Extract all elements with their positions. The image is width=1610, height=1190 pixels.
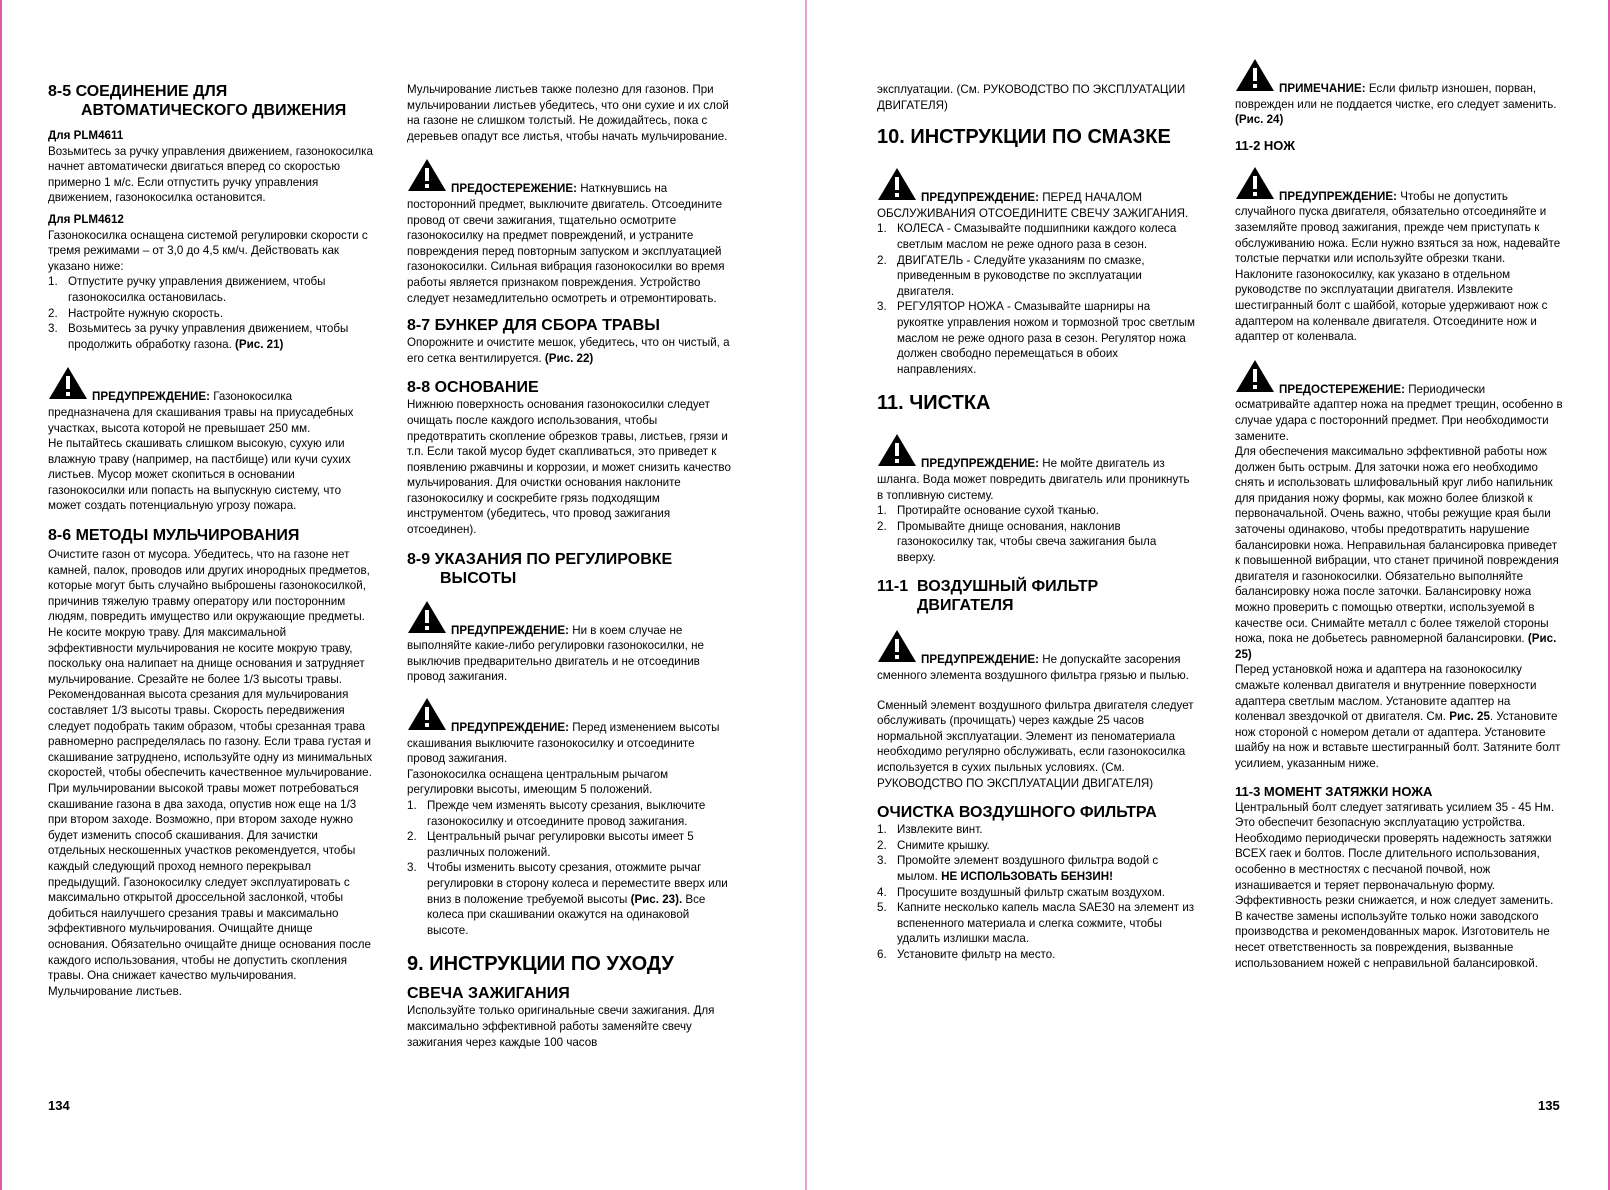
list-item: 2. ДВИГАТЕЛЬ - Следуйте указаниям по смазке, приведенным в руководстве по эксплуатации двигателя.: [877, 253, 1145, 298]
list-item: 2. Центральный рычаг регулировки высоты имеет 5 различных положений.: [407, 830, 694, 859]
warning-triangle-icon: [407, 600, 447, 639]
heading-11-1: 11-1 ВОЗДУШНЫЙ ФИЛЬТР ДВИГАТЕЛЯ: [877, 578, 1099, 615]
paragraph-tilt: Наклоните газонокосилку, как указано в отдельном руководстве по эксплуатации двигателя. Извлеките шестигранный болт с шайбой, которые удерживают нож с адаптером на коленвале двигателя. Отсоедините нож и адаптер от коленвала.: [1235, 267, 1548, 344]
warning-block: ПРЕДУПРЕЖДЕНИЕ: Не допускайте засорения сменного элемента воздушного фильтра грязью и пылью.: [877, 629, 1197, 683]
heading-8-5: 8-5 СОЕДИНЕНИЕ ДЛЯ АВТОМАТИЧЕСКОГО ДВИЖЕНИЯ: [48, 83, 347, 119]
warning-triangle-icon: [48, 366, 88, 405]
speed-steps-list: [48, 274, 374, 352]
list-item: 1. Протирайте основание сухой тканью.: [877, 504, 1099, 518]
caution-block: ПРЕДОСТЕРЕЖЕНИЕ: Наткнувшись на посторонний предмет, выключите двигатель. Отсоедините провод от свечи зажигания, тщательно осмотрите газонокосилку на предмет повреждений, и устраните повреждения перед повторным запуском и эксплуатацией газонокосилки. Сильная вибрация газонокосилки во время работы является признаком повреждения. Устройство следует незамедлительно осмотреть и отремонтировать.: [407, 158, 733, 306]
paragraph-replace: В качестве замены используйте только ножи заводского производства и рекомендованных марок. Изготовитель не несет ответственность за повреждения, вызванные использованием ножей с неправильной балансировкой.: [1235, 909, 1550, 970]
subheading-plm4611: Для PLM4611: [48, 129, 124, 142]
heading-9: 9. ИНСТРУКЦИИ ПО УХОДУ: [407, 953, 674, 976]
list-item: 6. Установите фильтр на место.: [877, 947, 1056, 961]
warning-block: ПРЕДУПРЕЖДЕНИЕ: ПЕРЕД НАЧАЛОМ ОБСЛУЖИВАНИЯ ОТСОЕДИНИТЕ СВЕЧУ ЗАЖИГАНИЯ.: [877, 167, 1197, 221]
warning-block: ПРЕДУПРЕЖДЕНИЕ: Газонокосилка предназначена для скашивания травы на приусадебных участках, высота которой не превышает 250 мм.: [48, 366, 374, 436]
heading-10: 10. ИНСТРУКЦИИ ПО СМАЗКЕ: [877, 126, 1171, 149]
warning-triangle-icon: [1235, 166, 1275, 205]
paragraph-filter: Сменный элемент воздушного фильтра двигателя следует обслуживать (прочищать) через каждые 25 часов нормальной эксплуатации. Элемент из пеноматериала необходимо регулярно обслуживать, если газонокосилка используется в сухих пыльных условиях. (См. РУКОВОДСТВО ПО ЭКСПЛУАТАЦИИ ДВИГАТЕЛЯ): [877, 698, 1194, 790]
column-1: [48, 82, 374, 999]
paragraph-deck: Нижнюю поверхность основания газонокосилки следует очищать после каждого использования, чтобы предотвратить скопление обрезков травы, листьев, грязи и т.п. Если такой мусор будет скапливаться, это приведет к появлению ржавчины и коррозии, и может снизить качество мульчирования. Для очистки основания наклоните газонокосилку и соскребите грязь подходящим инструментом (убедитесь, что провод зажигания отсоединен).: [407, 398, 731, 537]
warning-triangle-icon: [877, 629, 917, 668]
heading-spark-plug: СВЕЧА ЗАЖИГАНИЯ: [407, 985, 570, 1003]
heading-8-6: 8-6 МЕТОДЫ МУЛЬЧИРОВАНИЯ: [48, 527, 300, 545]
list-item: 3. Промойте элемент воздушного фильтра водой с мылом. НЕ ИСПОЛЬЗОВАТЬ БЕНЗИН!: [877, 854, 1159, 883]
heading-11-3: 11-3 МОМЕНТ ЗАТЯЖКИ НОЖА: [1235, 783, 1433, 799]
lubrication-list: [877, 221, 1197, 377]
warning-triangle-icon: [1235, 58, 1275, 97]
paragraph-plm4612: Газонокосилка оснащена системой регулировки скорости с тремя режимами – от 3,0 до 4,5 км/ч. Действовать как указано ниже:: [48, 228, 368, 273]
height-steps-list: [407, 798, 733, 938]
paragraph-install: Перед установкой ножа и адаптера на газонокосилку смажьте коленвал двигателя и внутренние поверхности адаптера светлым маслом. Установите адаптер на коленвал звездочкой от двигателя. См. Рис. 25. Установите нож стороной с номером детали от адаптера. Установите шайбу на нож и вставьте шестигранный болт. Затяните болт усилием, указанным ниже.: [1235, 663, 1561, 770]
warning-triangle-icon: [877, 167, 917, 206]
list-item: 1. Извлеките винт.: [877, 823, 983, 837]
filter-steps-list: [877, 822, 1197, 962]
list-item: 1. Отпустите ручку управления движением, чтобы газонокосилка остановилась.: [48, 275, 326, 304]
warning-triangle-icon: [407, 158, 447, 197]
heading-11: 11. ЧИСТКА: [877, 392, 991, 415]
paragraph-plm4611: Возьмитесь за ручку управления движением, газонокосилка начнет автоматически двигаться вперед со скоростью примерно 1 м/с. Если отпустить ручку управления движением, газонокосилка остановится.: [48, 144, 373, 205]
paragraph-torque: Центральный болт следует затягивать усилием 35 - 45 Нм. Это обеспечит безопасную эксплуатацию устройства. Необходимо периодически проверять надежность затяжки ВСЕХ гаек и болтов. После длительного использования, особенно в местностях с песчаной почвой, нож изнашивается и теряет первоначальную форму. Эффективность резки снижается, и нож следует заменить.: [1235, 800, 1555, 908]
warning-block: ПРЕДУПРЕЖДЕНИЕ: Чтобы не допустить случайного пуска двигателя, обязательно отсоединяйте и заземляйте провод зажигания, прежде чем приступать к обслуживанию ножа. Если нужно взяться за нож, надевайте толстые перчатки или используйте обрезки ткани.: [1235, 166, 1563, 267]
heading-8-9: 8-9 УКАЗАНИЯ ПО РЕГУЛИРОВКЕ ВЫСОТЫ: [407, 550, 673, 587]
paragraph-spark-plug: Используйте только оригинальные свечи зажигания. Для максимально эффективной работы заменяйте свечу зажигания через каждые 100 часов: [407, 1004, 715, 1049]
cleaning-list: [877, 503, 1197, 565]
warning-block: ПРЕДУПРЕЖДЕНИЕ: Ни в коем случае не выполняйте какие-либо регулировки газонокосилки, не выключив предварительно двигатель и не отсоединив провод зажигания.: [407, 600, 733, 685]
warning-triangle-icon: [1235, 359, 1275, 398]
paragraph-leaves: Мульчирование листьев также полезно для газонов. При мульчировании листьев убедитесь, что они сухие и их слой на газоне не слишком толстый. Не дожидайтесь, пока с деревьев опадут все листья, чтобы начать мульчирование.: [407, 83, 729, 143]
paragraph-bag: Опорожните и очистите мешок, убедитесь, что он чистый, а его сетка вентилируется. (Рис. 22): [407, 336, 730, 365]
paragraph-lever: Газонокосилка оснащена центральным рычагом регулировки высоты, имеющим 5 положений.: [407, 767, 669, 797]
caution-block: ПРЕДОСТЕРЕЖЕНИЕ: Периодически осматривайте адаптер ножа на предмет трещин, особенно в случае удара с посторонний предмет. При необходимости замените.: [1235, 359, 1563, 444]
page-edge-left: [0, 0, 2, 1190]
column-3: [877, 82, 1197, 963]
book-spine: [805, 0, 807, 1190]
heading-clean-filter: ОЧИСТКА ВОЗДУШНОГО ФИЛЬТРА: [877, 804, 1157, 822]
page-number-right: 135: [1538, 1098, 1560, 1113]
list-item: 1. Прежде чем изменять высоту срезания, выключите газонокосилку и отсоедините провод зажигания.: [407, 799, 706, 828]
paragraph-grass: Не пытайтесь скашивать слишком высокую, сухую или влажную траву (например, на пастбище) или кучи сухих листьев. Мусор может скопиться в основании газонокосилки или попасть на выпускную систему, что может создать потенциальную угрозу пожара.: [48, 437, 351, 513]
subheading-plm4612: Для PLM4612: [48, 212, 124, 226]
list-item: 1. КОЛЕСА - Смазывайте подшипники каждого колеса светлым маслом не реже одного раза в сезон.: [877, 222, 1177, 251]
heading-11-2: 11-2 НОЖ: [1235, 137, 1295, 153]
list-item: 3. Чтобы изменить высоту срезания, отожмите рычаг регулировки в сторону колеса и переместите вверх или вниз в положение требуемой высоты (Рис. 23). Все колеса при скашивании окажутся на одинаковой высоте.: [407, 861, 728, 937]
column-4: [1235, 58, 1563, 971]
page-number-left: 134: [48, 1098, 70, 1113]
list-item: 3. Возьмитесь за ручку управления движением, чтобы продолжить обработку газона. (Рис. 21): [48, 322, 349, 351]
list-item: 4. Просушите воздушный фильтр сжатым воздухом.: [877, 885, 1166, 899]
list-item: 2. Промывайте днище основания, наклонив газонокосилку так, чтобы свеча зажигания была вверху.: [877, 519, 1157, 564]
paragraph-top: эксплуатации. (См. РУКОВОДСТВО ПО ЭКСПЛУАТАЦИИ ДВИГАТЕЛЯ): [877, 83, 1186, 112]
list-item: 3. РЕГУЛЯТОР НОЖА - Смазывайте шарниры на рукоятке управления ножом и тормозной трос светлым маслом не реже одного раза в сезон. Регулятор ножа должен свободно перемещаться в обоих направлениях.: [877, 300, 1195, 376]
heading-8-7: 8-7 БУНКЕР ДЛЯ СБОРА ТРАВЫ: [407, 317, 660, 335]
warning-block: ПРЕДУПРЕЖДЕНИЕ: Не мойте двигатель из шланга. Вода может повредить двигатель или проникнуть в топливную систему.: [877, 433, 1197, 503]
list-item: 2. Настройте нужную скорость.: [48, 306, 224, 320]
note-block: ПРИМЕЧАНИЕ: Если фильтр изношен, порван, поврежден или не поддается чистке, его следует заменить. (Рис. 24): [1235, 58, 1563, 128]
warning-triangle-icon: [407, 697, 447, 736]
list-item: 2. Снимите крышку.: [877, 838, 990, 852]
list-item: 5. Капните несколько капель масла SAE30 на элемент из вспененного материала и слегка сожмите, чтобы удалить излишки масла.: [877, 901, 1195, 946]
warning-block: ПРЕДУПРЕЖДЕНИЕ: Перед изменением высоты скашивания выключите газонокосилку и отсоедините провод зажигания.: [407, 697, 733, 767]
paragraph-mulching: Очистите газон от мусора. Убедитесь, что на газоне нет камней, палок, проводов или других инородных предметов, которые могут быть случайно выброшены газонокосилкой, причинив тяжелую травму оператору или посторонним людям, повредить имущество или окружающие предметы. Не косите мокрую траву. Для максимальной эффективности мульчирования не косите мокрую траву, поскольку она налипает на днище основания и затрудняет мульчирование. Срезайте не более 1/3 высоты травы. Рекомендованная высота срезания для мульчирования составляет 1/3 высоты травы. Скорость передвижения следует подобрать таким образом, чтобы срезанная трава равномерно распределялась по газону. Если трава густая и скашивание затруднено, используйте одну из минимальных скоростей, чтобы обеспечить качественное мульчирование. При мульчировании высокой травы может потребоваться скашивание газона в два захода, опустив нож еще на 1/3 при втором заходе. Возможно, при втором заходе нужно будет изменить способ скашивания. Для зачистки отдельных нескошенных участков рекомендуется, чтобы каждый следующий проход немного перекрывал предыдущий. Газонокосилку следует эксплуатировать с максимально открытой дроссельной заслонкой, чтобы добиться наилучшего срезания травы и максимально эффективного мульчирования. Очищайте днище основания. Обязательно очищайте днище основания после каждого использования, чтобы не допустить скопления травы. Она снижает качество мульчирования. Мульчирование листьев.: [48, 548, 373, 998]
heading-8-8: 8-8 ОСНОВАНИЕ: [407, 379, 539, 397]
warning-triangle-icon: [877, 433, 917, 472]
paragraph-sharpen: Для обеспечения максимально эффективной работы нож должен быть острым. Для заточки ножа его необходимо снять и использовать шлифовальный круг либо напильник для придания ножу формы, как можно более близкой к первоначальной. Очень важно, чтобы режущие края были заточены одинаково, чтобы предотвратить нарушение балансировки ножа. Неправильная балансировка приведет к повышенной вибрации, что станет причиной повреждения двигателя и газонокосилки. Обязательно выполняйте балансировку ножа после заточки. Балансировку ножа можно проверить с помощью отвертки, используемой в качестве оси. Снимайте металл с более тяжелой стороны ножа, пока не добьетесь равномерной балансировки. (Рис. 25): [1235, 445, 1559, 661]
column-2: [407, 82, 733, 1050]
